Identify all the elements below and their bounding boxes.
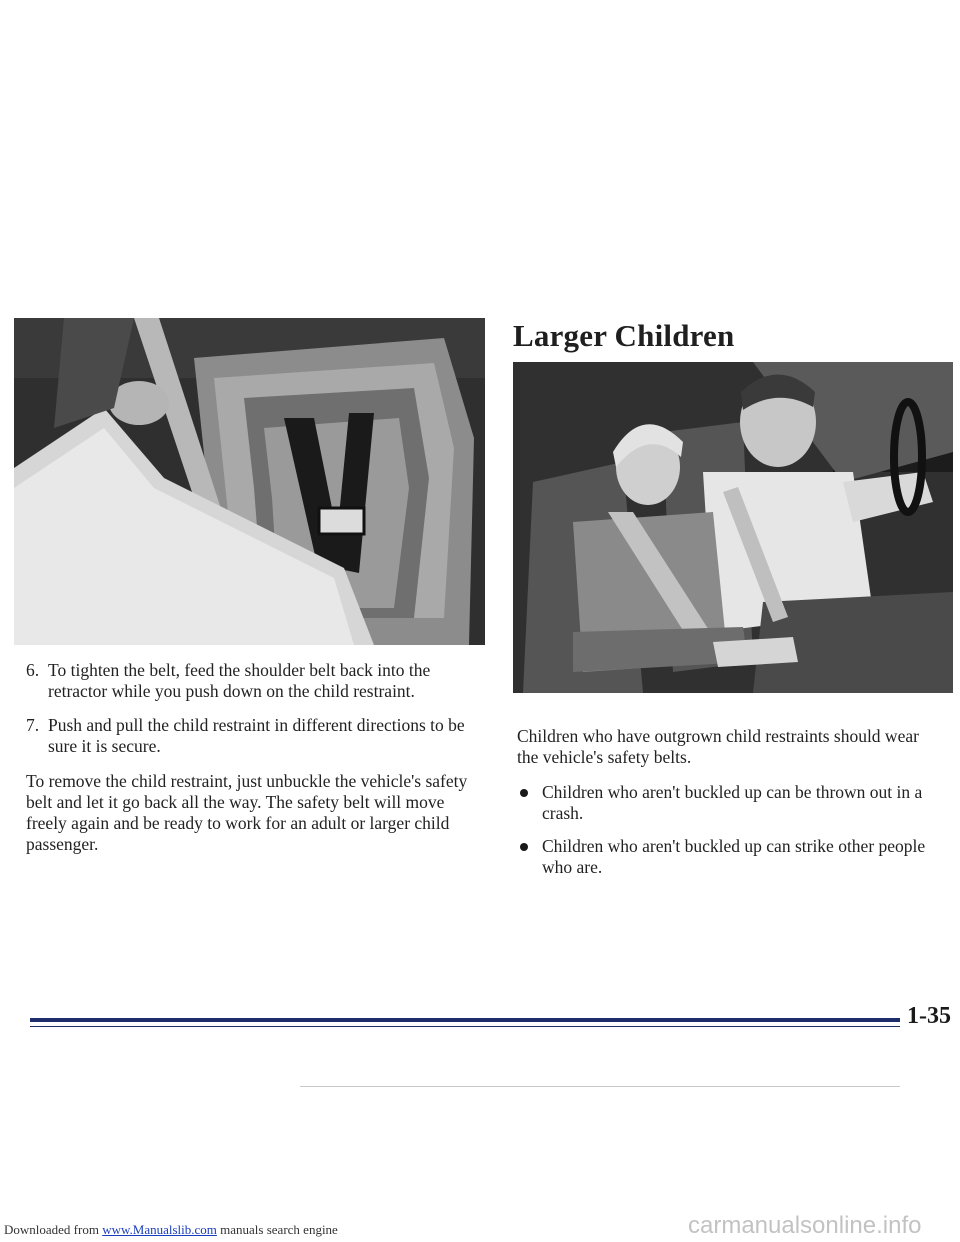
bullet-item	[517, 836, 937, 878]
bullet-text: Children who aren't buckled up can be thrown out in a crash.	[542, 782, 923, 823]
bullet-icon	[520, 789, 528, 797]
scan-divider	[300, 1086, 900, 1087]
step-item-7	[26, 715, 486, 757]
step-text: Push and pull the child restraint in different directions to be sure it is secure.	[48, 715, 465, 756]
bullet-text: Children who aren't buckled up can strike other people who are.	[542, 836, 926, 877]
removal-paragraph: To remove the child restraint, just unbuckle the vehicle's safety belt and let it go back all the way. The safety belt will move freely again and be ready to work for an adult or larger child passenger.	[26, 771, 468, 854]
child-seat-belt-illustration	[14, 318, 485, 645]
step-number: 7.	[26, 715, 40, 735]
footer-suffix: manuals search engine	[216, 1222, 338, 1237]
footer-prefix: Downloaded from	[4, 1222, 103, 1237]
bullet-item	[517, 782, 937, 824]
bullet-icon	[520, 843, 528, 851]
section-heading: Larger Children	[513, 318, 735, 353]
intro-paragraph: Children who have outgrown child restraints should wear the vehicle's safety belts.	[517, 726, 919, 767]
page-number: 1-35	[907, 1003, 951, 1029]
children-in-car-illustration	[513, 362, 953, 693]
download-footer	[4, 1222, 338, 1238]
page-rule-thick	[30, 1018, 900, 1022]
step-number: 6.	[26, 660, 40, 680]
watermark: carmanualsonline.info	[688, 1212, 922, 1239]
page-rule-thin	[30, 1026, 900, 1027]
step-item-6	[26, 660, 486, 702]
step-text: To tighten the belt, feed the shoulder belt back into the retractor while you push down on the child restraint.	[48, 660, 431, 701]
manualslib-link[interactable]: www.Manualslib.com	[102, 1222, 217, 1237]
